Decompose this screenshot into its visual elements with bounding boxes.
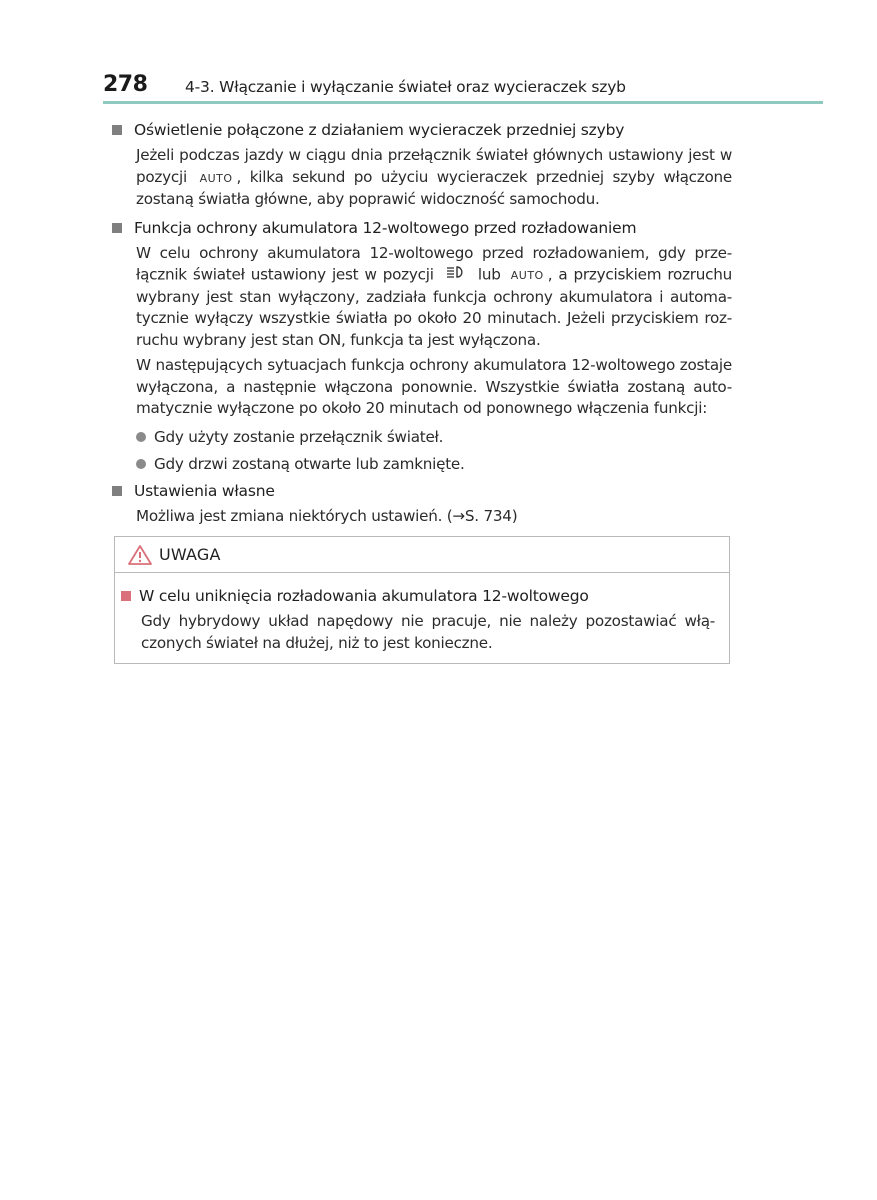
- warning-box: [114, 536, 730, 664]
- warning-header: [115, 537, 729, 573]
- paragraph-text: W celu ochrony akumulatora 12-woltowego przed rozładowaniem, gdy prze-łącznik świateł ustawiony jest w pozycji: [136, 243, 732, 284]
- bullet-dot-icon: [136, 459, 146, 469]
- list-item: [136, 424, 732, 451]
- chapter-title: 4-3. Włączanie i wyłączanie świateł oraz wycieraczek szyb: [185, 78, 626, 96]
- paragraph-text: lub: [477, 265, 501, 284]
- section-heading: [112, 117, 732, 143]
- section-heading: [112, 478, 732, 504]
- warning-heading-text: W celu uniknięcia rozładowania akumulatora 12-woltowego: [139, 587, 589, 605]
- auto-switch-symbol: AUTO: [510, 269, 544, 283]
- warning-heading: [121, 583, 729, 609]
- paragraph-text: , kilka sekund po użyciu wycieraczek przedniej szyby włączone zostaną światła główne, aby poprawić widoczność samochodu.: [136, 167, 733, 208]
- list-item: [136, 451, 732, 478]
- warning-square-icon: [121, 591, 131, 601]
- section-square-icon: [112, 125, 122, 135]
- paragraph-text: Jeżeli podczas jazdy w ciągu dnia przełącznik świateł głównych ustawiony jest w pozycji: [136, 146, 732, 186]
- section-square-icon: [112, 223, 122, 233]
- headlight-icon: [446, 264, 466, 286]
- auto-switch-symbol: AUTO: [199, 171, 233, 185]
- section-square-icon: [112, 486, 122, 496]
- section-paragraph: [136, 243, 732, 352]
- paragraph-text: , a przyciskiem rozruchu wybrany jest stan wyłączony, zadziała funkcja ochrony akumulatora i automa-tycznie wyłączy wszystkie światła po około 20 minutach. Jeżeli przyciskiem roz-ruchu wybrany jest stan ON, funkcja ta jest wyłączona.: [136, 265, 733, 349]
- warning-label: UWAGA: [159, 545, 221, 564]
- section-paragraph: W następujących sytuacjach funkcja ochrony akumulatora 12-woltowego zostaje wyłączona, a następnie włączona ponownie. Wszystkie światła zostaną auto-matycznie wyłączone po około 20 minutach od ponownego włączenia funkcji:: [136, 356, 732, 418]
- section-heading-text: Funkcja ochrony akumulatora 12-woltowego przed rozładowaniem: [134, 218, 637, 237]
- list-item-text: Gdy drzwi zostaną otwarte lub zamknięte.: [154, 455, 465, 474]
- page-number: 278: [103, 72, 148, 97]
- section-heading-text: Oświetlenie połączone z działaniem wycieraczek przedniej szyby: [134, 121, 625, 139]
- section-paragraph: Możliwa jest zmiana niektórych ustawień. (→S. 734): [136, 506, 518, 525]
- bullet-dot-icon: [136, 432, 146, 442]
- section-heading: [112, 215, 732, 241]
- list-item-text: Gdy użyty zostanie przełącznik świateł.: [154, 428, 444, 447]
- warning-triangle-icon: [127, 544, 153, 566]
- main-content: [112, 117, 732, 531]
- header-rule: [103, 101, 823, 104]
- warning-body: [115, 573, 729, 654]
- section-paragraph: [136, 145, 732, 211]
- warning-paragraph: Gdy hybrydowy układ napędowy nie pracuje, nie należy pozostawiać włą-czonych świateł na dłużej, niż to jest konieczne.: [141, 612, 715, 652]
- section-heading-text: Ustawienia własne: [134, 481, 275, 500]
